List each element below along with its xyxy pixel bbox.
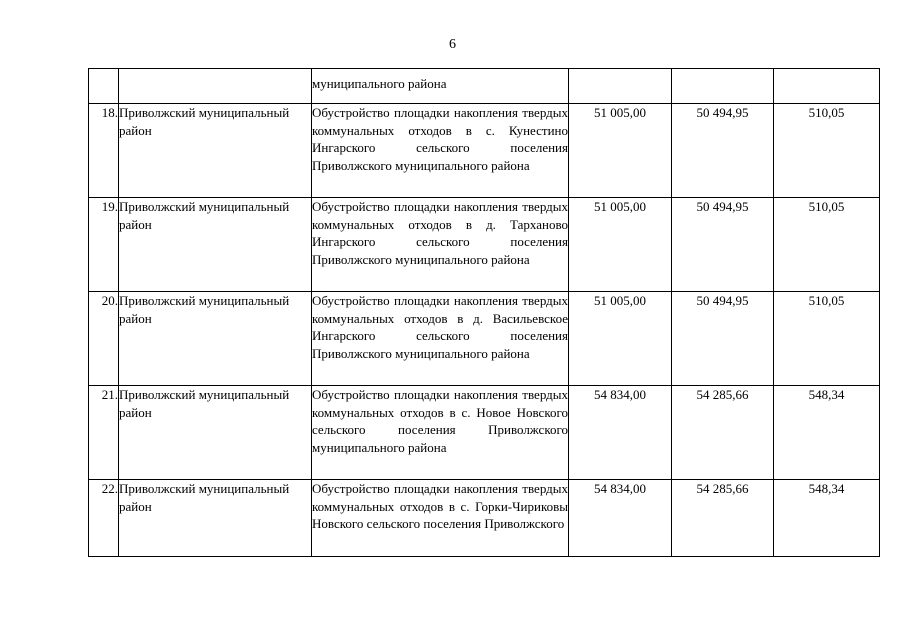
table-row [89,480,880,557]
district-cell: Приволжский муниципальный район [119,386,312,480]
federal-amount-cell: 54 285,66 [672,386,774,480]
total-amount-cell: 51 005,00 [569,292,672,386]
row-number-cell: 22. [89,480,119,557]
local-amount-cell: 510,05 [774,104,880,198]
local-amount-cell: 548,34 [774,480,880,557]
table-row [89,198,880,292]
description-cell: Обустройство площадки накопления твердых коммунальных отходов в с. Новое Новского сельского поселения Приволжского муниципального района [312,386,569,480]
description-text: Обустройство площадки накопления твердых коммунальных отходов в с. Горки-Чириковы Новского сельского поселения Приволжского [312,481,568,531]
local-amount-cell [774,69,880,104]
total-amount-cell: 54 834,00 [569,480,672,557]
table-row [89,292,880,386]
row-number-cell: 18. [89,104,119,198]
district-cell: Приволжский муниципальный район [119,292,312,386]
district-cell: Приволжский муниципальный район [119,198,312,292]
local-amount-cell: 548,34 [774,386,880,480]
page-number: 6 [449,37,456,52]
description-cell: Обустройство площадки накопления твердых коммунальных отходов в д. Васильевское Ингарского сельского поселения Приволжского муниципального района [312,292,569,386]
description-cell: муниципального района [312,69,569,104]
row-number-cell: 20. [89,292,119,386]
district-cell: Приволжский муниципальный район [119,104,312,198]
federal-amount-cell [672,69,774,104]
table-row [89,104,880,198]
federal-amount-cell: 54 285,66 [672,480,774,557]
row-number-cell [89,69,119,104]
district-cell: Приволжский муниципальный район [119,480,312,557]
federal-amount-cell: 50 494,95 [672,104,774,198]
description-cell: Обустройство площадки накопления твердых коммунальных отходов в д. Тарханово Ингарского сельского поселения Приволжского муниципального района [312,198,569,292]
description-cell [312,480,569,557]
budget-table [88,68,880,557]
table-row-continued [89,69,880,104]
total-amount-cell: 51 005,00 [569,104,672,198]
total-amount-cell: 54 834,00 [569,386,672,480]
description-cell: Обустройство площадки накопления твердых коммунальных отходов в с. Кунестино Ингарского сельского поселения Приволжского муниципального района [312,104,569,198]
local-amount-cell: 510,05 [774,292,880,386]
district-cell [119,69,312,104]
table-row [89,386,880,480]
row-number-cell: 19. [89,198,119,292]
total-amount-cell [569,69,672,104]
federal-amount-cell: 50 494,95 [672,292,774,386]
local-amount-cell: 510,05 [774,198,880,292]
row-number-cell: 21. [89,386,119,480]
total-amount-cell: 51 005,00 [569,198,672,292]
federal-amount-cell: 50 494,95 [672,198,774,292]
